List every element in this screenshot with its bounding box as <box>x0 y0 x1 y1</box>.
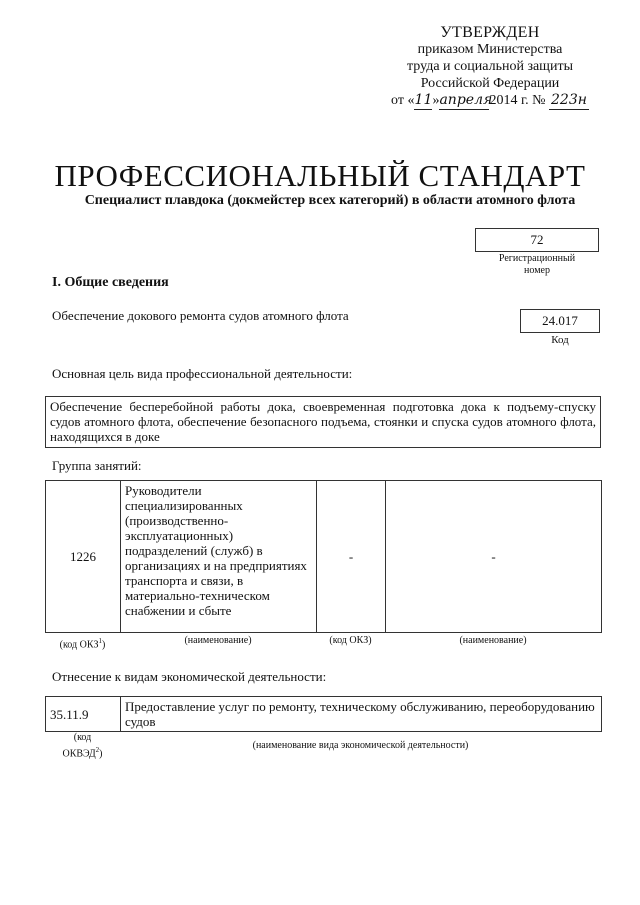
occupation-name-2: - <box>386 481 602 633</box>
handwritten-month: апреля <box>439 92 493 108</box>
occupation-group-label: Группа занятий: <box>52 458 142 473</box>
goal-text: Обеспечение бесперебойной работы дока, своевременная подготовка дока к подъему-спуску судов атомного флота, обеспечение безопасного подъема, стоянки и спуска судов атомного флота, находящихся в доке <box>50 399 596 444</box>
handwritten-order-number: 223н <box>549 92 589 110</box>
goal-label: Основная цель вида профессиональной деятельности: <box>52 366 353 381</box>
table-row <box>46 697 602 732</box>
caption-okz-code-1-end: ) <box>102 639 106 651</box>
page-title: ПРОФЕССИОНАЛЬНЫЙ СТАНДАРТ <box>54 158 586 193</box>
date-year: 2014 г. № <box>489 93 546 108</box>
occupation-code-2: - <box>317 481 386 633</box>
caption-okved-code <box>45 732 120 760</box>
handwritten-day: 11 <box>414 92 433 108</box>
registration-number-box <box>475 228 599 252</box>
table-row <box>46 481 602 633</box>
caption-okved-code-line1: (код <box>73 732 92 743</box>
registration-number-value: 72 <box>530 232 544 247</box>
approval-title: УТВЕРЖДЕН <box>440 24 540 41</box>
caption-okz-code-1 <box>45 635 120 651</box>
okved-name: Предоставление услуг по ремонту, техническому обслуживанию, переоборудованию судов <box>121 697 602 732</box>
economic-activity-table <box>45 696 602 732</box>
caption-okved-code-end: ) <box>99 748 103 760</box>
caption-occupation-name-2: (наименование) <box>459 635 527 646</box>
registration-number-caption: Регистрационный номер <box>498 253 576 276</box>
activity-code-value: 24.017 <box>542 313 578 328</box>
activity-code-box <box>520 309 600 333</box>
approval-line-labor: труда и социальной защиты <box>407 59 573 74</box>
approval-line-ministry: приказом Министерства <box>417 42 563 57</box>
activity-code-caption: Код <box>551 334 569 346</box>
approval-date-line <box>380 92 600 110</box>
economic-activity-label: Отнесение к видам экономической деятельности: <box>52 669 327 684</box>
footnote-ref-2: 2 <box>95 746 100 754</box>
occupation-code-1: 1226 <box>46 481 121 633</box>
goal-text-box <box>45 396 601 448</box>
occupation-group-table <box>45 480 602 633</box>
activity-name: Обеспечение докового ремонта судов атомного флота <box>52 308 349 323</box>
approval-block <box>380 24 600 110</box>
footnote-ref-1: 1 <box>98 637 103 645</box>
caption-occupation-name-1: (наименование) <box>184 635 252 646</box>
caption-okz-code-2: (код ОКЗ) <box>329 635 372 646</box>
okved-code: 35.11.9 <box>46 697 121 732</box>
caption-okved-code-text: ОКВЭД <box>62 748 96 760</box>
approval-line-federation: Российской Федерации <box>420 76 560 91</box>
date-quote-close: » <box>432 93 440 108</box>
caption-okz-code-1-text: (код ОКЗ <box>59 639 99 651</box>
occupation-name-1: Руководители специализированных (производственно-эксплуатационных) подразделений (служб) в организациях и на предприятиях транспорта и связи, в материально-техническом снабжении и сбыте <box>121 481 317 633</box>
section-heading: I. Общие сведения <box>52 275 169 290</box>
date-prefix: от « <box>391 93 415 108</box>
caption-economic-activity-name: (наименование вида экономической деятельности) <box>252 740 469 751</box>
page-subtitle: Специалист плавдока (докмейстер всех категорий) в области атомного флота <box>84 193 576 208</box>
caption-okved-code-line2 <box>45 744 120 760</box>
